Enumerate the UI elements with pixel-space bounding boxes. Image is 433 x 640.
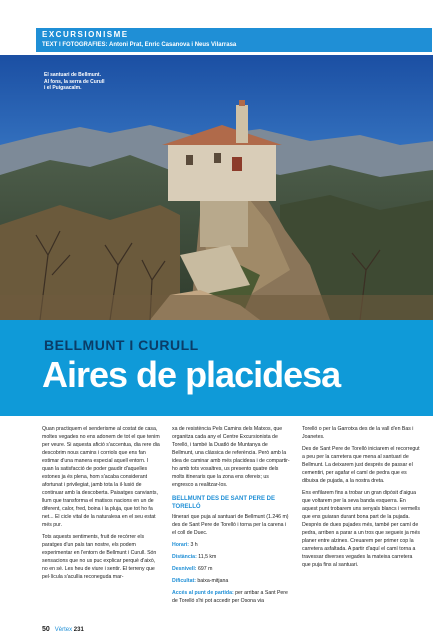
photo-caption: El santuari de Bellmunt. Al fons, la serra de Curull i el Puigsacalm. — [44, 72, 105, 91]
paragraph: Quan practiquem el senderisme al costat de casa, moltes vegades no ens adonem de tot el que tenim per veure. Si aquesta afició s'accentua, dia rere dia descobrim nous camins i corriols que ens fan estimar d'una manera especial aquell entorn. I quan la satisfacció de poder gaudir d'aquelles estones ja és plena, hom s'acaba considerant afortunat i privilegiat, jamb tota la il·lusió de continuar amb la descoberta. Paisatges canviants, llum que transforma el matisos nacions en un de diferent, calor, fred, boina i la pluja, que tot ho fa net... El cicle vital de la naturalesa en el seu estat més pur. — [42, 426, 160, 528]
route-description: Itinerari que puja al santuari de Bellmunt (1.246 m) des de Sant Pere de Torelló i torna per la carena i el coll de Duec. — [172, 514, 289, 536]
paragraph: Tots aquests sentiments, fruit de recórrer els paratges d'un país tan nostre, els podem experimentar en l'entorn de Bellmunt i Curull. Són sensacions que no us puc explicar perquè d'això, no en sé. Les heu de viure i sentir. El terreny que pel·lícula s'acullia reconeguda mar- — [42, 534, 157, 580]
article-headline: Aires de placidesa — [42, 354, 341, 395]
text-column-2 — [172, 425, 290, 609]
route-fact-desnivell: Desnivell: 697 m — [172, 566, 213, 572]
paragraph: xa de resistència Pels Camins dels Matxos, que organitza cada any el Centre Excursionista de Torelló, i també la Duatló de Muntanya de Bellmunt, una clàssica de referència. Però amb la idea de caminar amb més placidesa i de compartir-ho amb tots vosaltres, us presento quatre dels molts itineraris que la zona ens ofereix; us engresco a realitzar-los. — [172, 426, 290, 488]
route-fact-dificultat: Dificultat: baixa-mitjana — [172, 578, 229, 584]
route-title: BELLMUNT DES DE SANT PERE DE TORELLÓ — [172, 496, 276, 510]
paragraph: Des de Sant Pere de Torelló iniciarem el recorregut a peu per la carretera que mena al santuari de Bellmunt. La deixarem just després de passar el cementiri, per agafar el camí de pedra que es dibuixa de pujada, a la nostra dreta. — [302, 446, 420, 484]
magazine-name: Vèrtex 231 — [54, 627, 84, 633]
article-kicker: BELLMUNT I CURULL — [44, 337, 199, 353]
page-footer — [42, 626, 84, 633]
credits-line: TEXT I FOTOGRAFIES: Antoni Prat, Enric Casanova i Neus Vilarrasa — [42, 42, 237, 48]
text-column-3 — [302, 425, 420, 573]
route-fact-acces: Accés al punt de partida: per arribar a Sant Pere de Torelló s'hi pot accedir per Osona via — [172, 590, 288, 604]
text-column-1 — [42, 425, 160, 585]
paragraph: Ens enfilarem fins a trobar un gran dipòsit d'aigua que voltarem per la seva banda esquerra. En aquest punt trobarem uns senyals blancs i vermells que ens guiaran durant bona part de la pujada. Després de dues pujades més, també per camí de pedra, arriben a parar a un tros que segueix ja més planer entre alzines. Creuarem per primer cop la carretera asfaltada. A partir d'aquí el camí torna a travessar diverses vegades la mateixa carretera que puja fins al santuari. — [302, 490, 420, 568]
paragraph: Torelló o per la Garrotxa des de la vall d'en Bas i Joanetes. — [302, 426, 414, 440]
route-fact-distancia: Distància: 11,5 km — [172, 554, 217, 560]
santuari-photo — [0, 55, 433, 320]
section-label: EXCURSIONISME — [42, 30, 129, 39]
page-number: 50 — [42, 626, 50, 633]
route-fact-horari: Horari: 3 h — [172, 542, 198, 548]
